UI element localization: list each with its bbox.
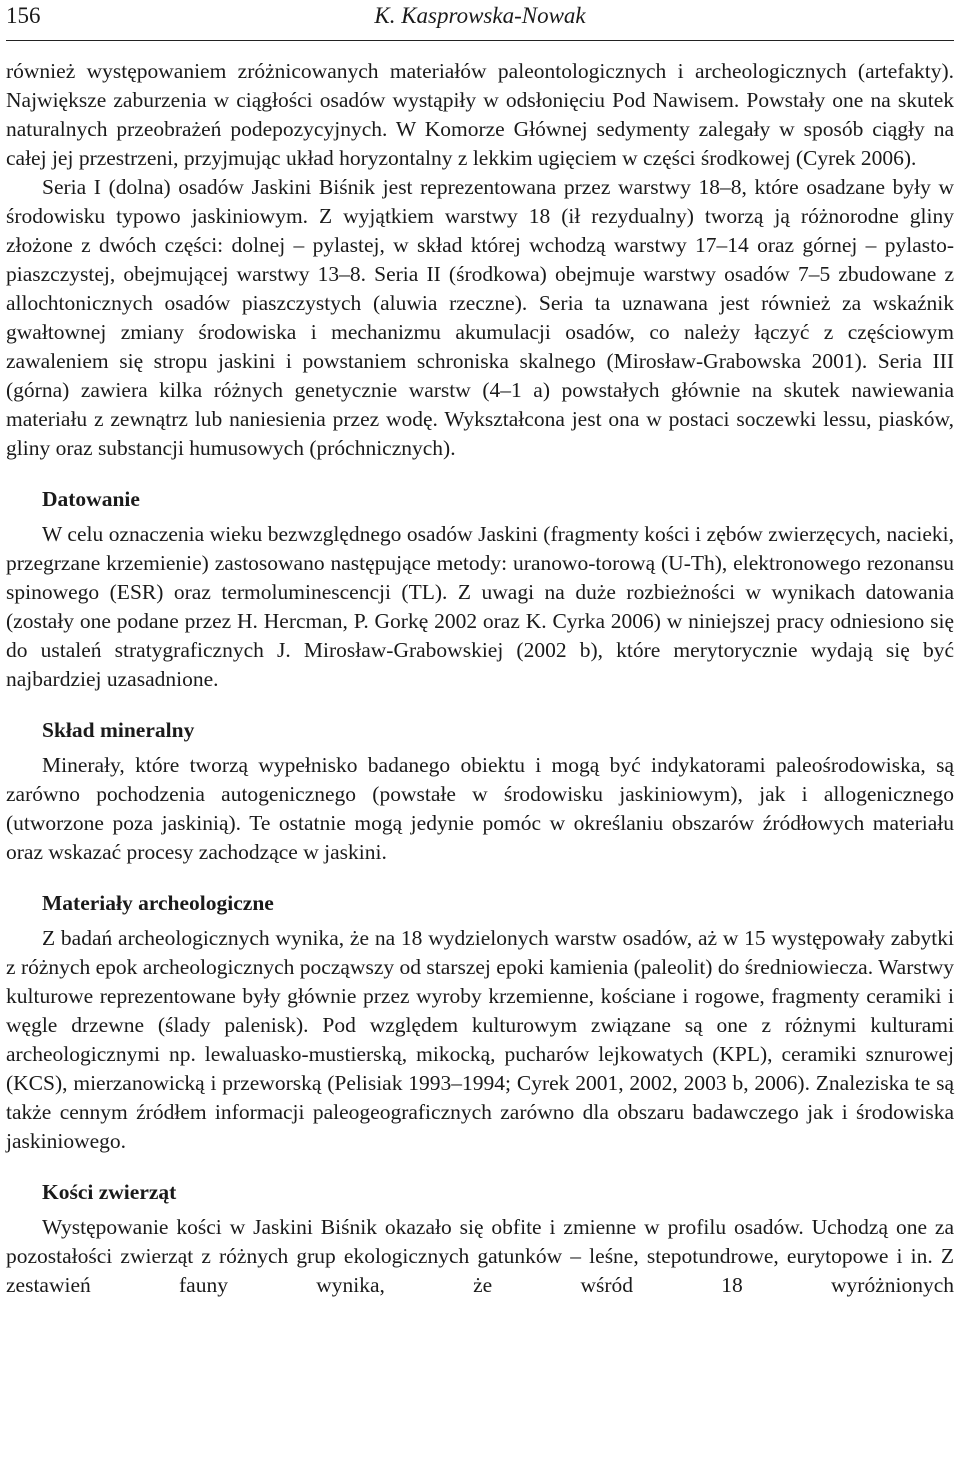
section-heading-sklad-mineralny: Skład mineralny: [42, 718, 195, 742]
section-heading-kosci-zwierzat: Kości zwierząt: [42, 1180, 177, 1204]
paragraph-continued: również występowaniem zróżnicowanych materiałów paleontologicznych i archeologicznych (artefakty). Największe zaburzenia w ciągłości osadów wystąpiły w odsłonięciu Pod Nawisem. Powstały one na skutek naturalnych przeobrażeń podepozycyjnych. W Komorze Głównej sedymenty zalegały w sposób ciągły na całej jej przestrzeni, przyjmując układ horyzontalny z lekkim ugięciem w części środkowej (Cyrek 2006).: [6, 59, 954, 170]
section-heading-datowanie: Datowanie: [42, 487, 140, 511]
running-head: K. Kasprowska-Nowak: [374, 3, 586, 28]
section-text-datowanie: W celu oznaczenia wieku bezwzględnego osadów Jaskini (fragmenty kości i zębów zwierzęcych, nacieki, przegrzane krzemienie) zastosowano następujące metody: uranowo-torową (U-Th), elektronowego rezonansu spinowego (ESR) oraz termoluminescencji (TL). Z uwagi na duże rozbieżności w wynikach datowania (zostały one podane przez H. Hercman, P. Gorkę 2002 oraz K. Cyrka 2006) w niniejszej pracy odniesiono się do ustaleń stratygraficznych J. Mirosław-Grabowskiej (2002 b), które merytorycznie wydają się być najbardziej uzasadnione.: [6, 522, 954, 691]
page: [6, 0, 954, 1462]
section-heading-materialy-archeologiczne: Materiały archeologiczne: [42, 891, 274, 915]
page-number: 156: [6, 3, 41, 28]
section-text-sklad-mineralny: Minerały, które tworzą wypełnisko badanego obiektu i mogą być indykatorami paleośrodowiska, są zarówno pochodzenia autogenicznego (powstałe w środowisku jaskiniowym), jak i allogenicznego (utworzone poza jaskinią). Te ostatnie mogą jedynie pomóc w określaniu obszarów źródłowych materiału oraz wskazać procesy zachodzące w jaskini.: [6, 753, 954, 864]
section-text-materialy-archeologiczne: Z badań archeologicznych wynika, że na 18 wydzielonych warstw osadów, aż w 15 występowały zabytki z różnych epok archeologicznych począwszy od starszej epoki kamienia (paleolit) do średniowiecza. Warstwy kulturowe reprezentowane były głównie przez wyroby krzemienne, kościane i rogowe, fragmenty ceramiki i węgle drzewne (ślady palenisk). Pod względem kulturowym związane są one z różnymi kulturami archeologicznymi np. lewaluasko-mustierską, mikocką, pucharów lejkowatych (KPL), ceramiki sznurowej (KCS), mierzanowicką i przeworską (Pelisiak 1993–1994; Cyrek 2001, 2002, 2003 b, 2006). Znaleziska te są także cennym źródłem informacji paleogeograficznych zarówno dla obszaru badawczego jak i środowiska jaskiniowego.: [6, 926, 954, 1153]
page-header: [6, 0, 954, 41]
article-body: [6, 57, 954, 1300]
paragraph-series: Seria I (dolna) osadów Jaskini Biśnik jest reprezentowana przez warstwy 18–8, które osadzane były w środowisku typowo jaskiniowym. Z wyjątkiem warstwy 18 (ił rezydualny) tworzą ją różnorodne gliny złożone z dwóch części: dolnej – pylastej, w skład której wchodzą warstwy 17–14 oraz górnej – pylasto-piaszczystej, obejmującej warstwy 13–8. Seria II (środkowa) obejmuje warstwy osadów 7–5 zbudowane z allochtonicznych osadów piaszczystych (aluwia rzeczne). Seria ta uznawana jest również za wskaźnik gwałtownej zmiany środowiska i mechanizmu akumulacji osadów, co należy łączyć z częściowym zawaleniem się stropu jaskini i powstaniem schroniska skalnego (Mirosław-Grabowska 2001). Seria III (górna) zawiera kilka różnych genetycznie warstw (4–1 a) powstałych głównie na skutek nawiewania materiału z zewnątrz lub naniesienia przez wodę. Wykształcona jest ona w postaci soczewki lessu, piasków, gliny oraz substancji humusowych (próchnicznych).: [6, 175, 954, 460]
section-text-kosci-zwierzat: Występowanie kości w Jaskini Biśnik okazało się obfite i zmienne w profilu osadów. Uchodzą one za pozostałości zwierząt z różnych grup ekologicznych gatunków – leśne, stepotundrowe, eurytopowe i in. Z zestawień fauny wynika, że wśród 18 wyróżnionych: [6, 1215, 954, 1297]
